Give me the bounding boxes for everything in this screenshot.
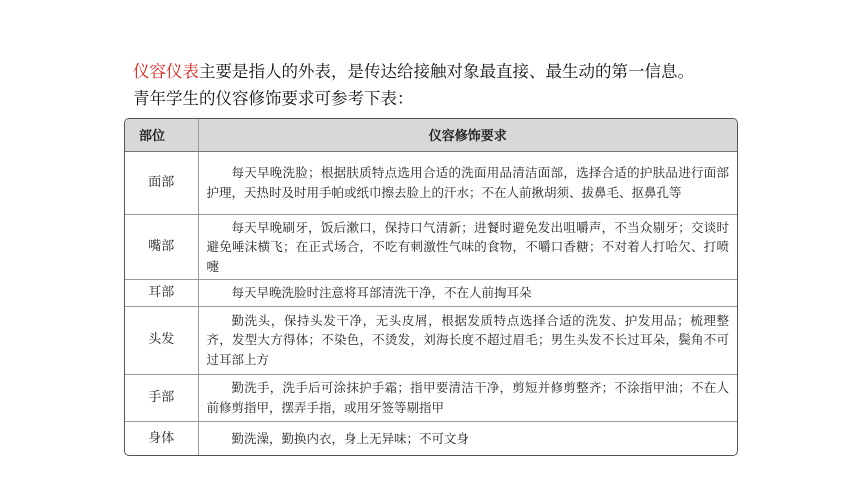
row-part: 耳部 (125, 280, 198, 307)
intro-line-1-text: 主要是指人的外表，是传达给接触对象最直接、最生动的第一信息。 (199, 62, 694, 81)
row-part: 面部 (125, 151, 198, 214)
intro-line-2: 青年学生的仪容修饰要求可参考下表： (133, 89, 414, 108)
header-requirements: 仪容修饰要求 (198, 119, 737, 151)
row-requirement: 勤洗手，洗手后可涂抹护手霜；指甲要清洁干净，剪短并修剪整齐；不涂指甲油；不在人前修剪指甲，摆弄手指，或用牙签等剔指甲 (198, 374, 737, 421)
header-part: 部位 (125, 119, 198, 151)
row-requirement: 勤洗头，保持头发干净，无头皮屑，根据发质特点选择合适的洗发、护发用品；梳理整齐，发型大方得体；不染色，不烫发，刘海长度不超过眉毛；男生头发不长过耳朵，鬓角不可过耳部上方 (198, 306, 737, 374)
intro-line-1 (133, 58, 773, 85)
row-part: 嘴部 (125, 214, 198, 279)
table-row (125, 374, 737, 421)
table-row (125, 421, 737, 455)
intro-paragraph (133, 58, 773, 112)
row-requirement: 每天早晚洗脸；根据肤质特点选用合适的洗面用品清洁面部，选择合适的护肤品进行面部护理，天热时及时用手帕或纸巾擦去脸上的汗水；不在人前揪胡须、拔鼻毛、抠鼻孔等 (198, 151, 737, 214)
table-header-row (125, 119, 737, 151)
table-row (125, 214, 737, 279)
table-row (125, 306, 737, 374)
row-requirement: 每天早晚洗脸时注意将耳部清洗干净，不在人前掏耳朵 (198, 280, 737, 307)
highlight-term: 仪容仪表 (133, 62, 199, 81)
grooming-table (124, 118, 738, 456)
row-part: 手部 (125, 374, 198, 421)
row-part: 头发 (125, 306, 198, 374)
table-row (125, 280, 737, 307)
row-part: 身体 (125, 421, 198, 455)
row-requirement: 每天早晚刷牙，饭后漱口，保持口气清新；进餐时避免发出咀嚼声，不当众剔牙；交谈时避免唾沫横飞；在正式场合，不吃有刺激性气味的食物，不嚼口香糖；不对着人打哈欠、打喷嚏 (198, 214, 737, 279)
row-requirement: 勤洗澡，勤换内衣，身上无异味；不可文身 (198, 421, 737, 455)
table-row (125, 151, 737, 214)
